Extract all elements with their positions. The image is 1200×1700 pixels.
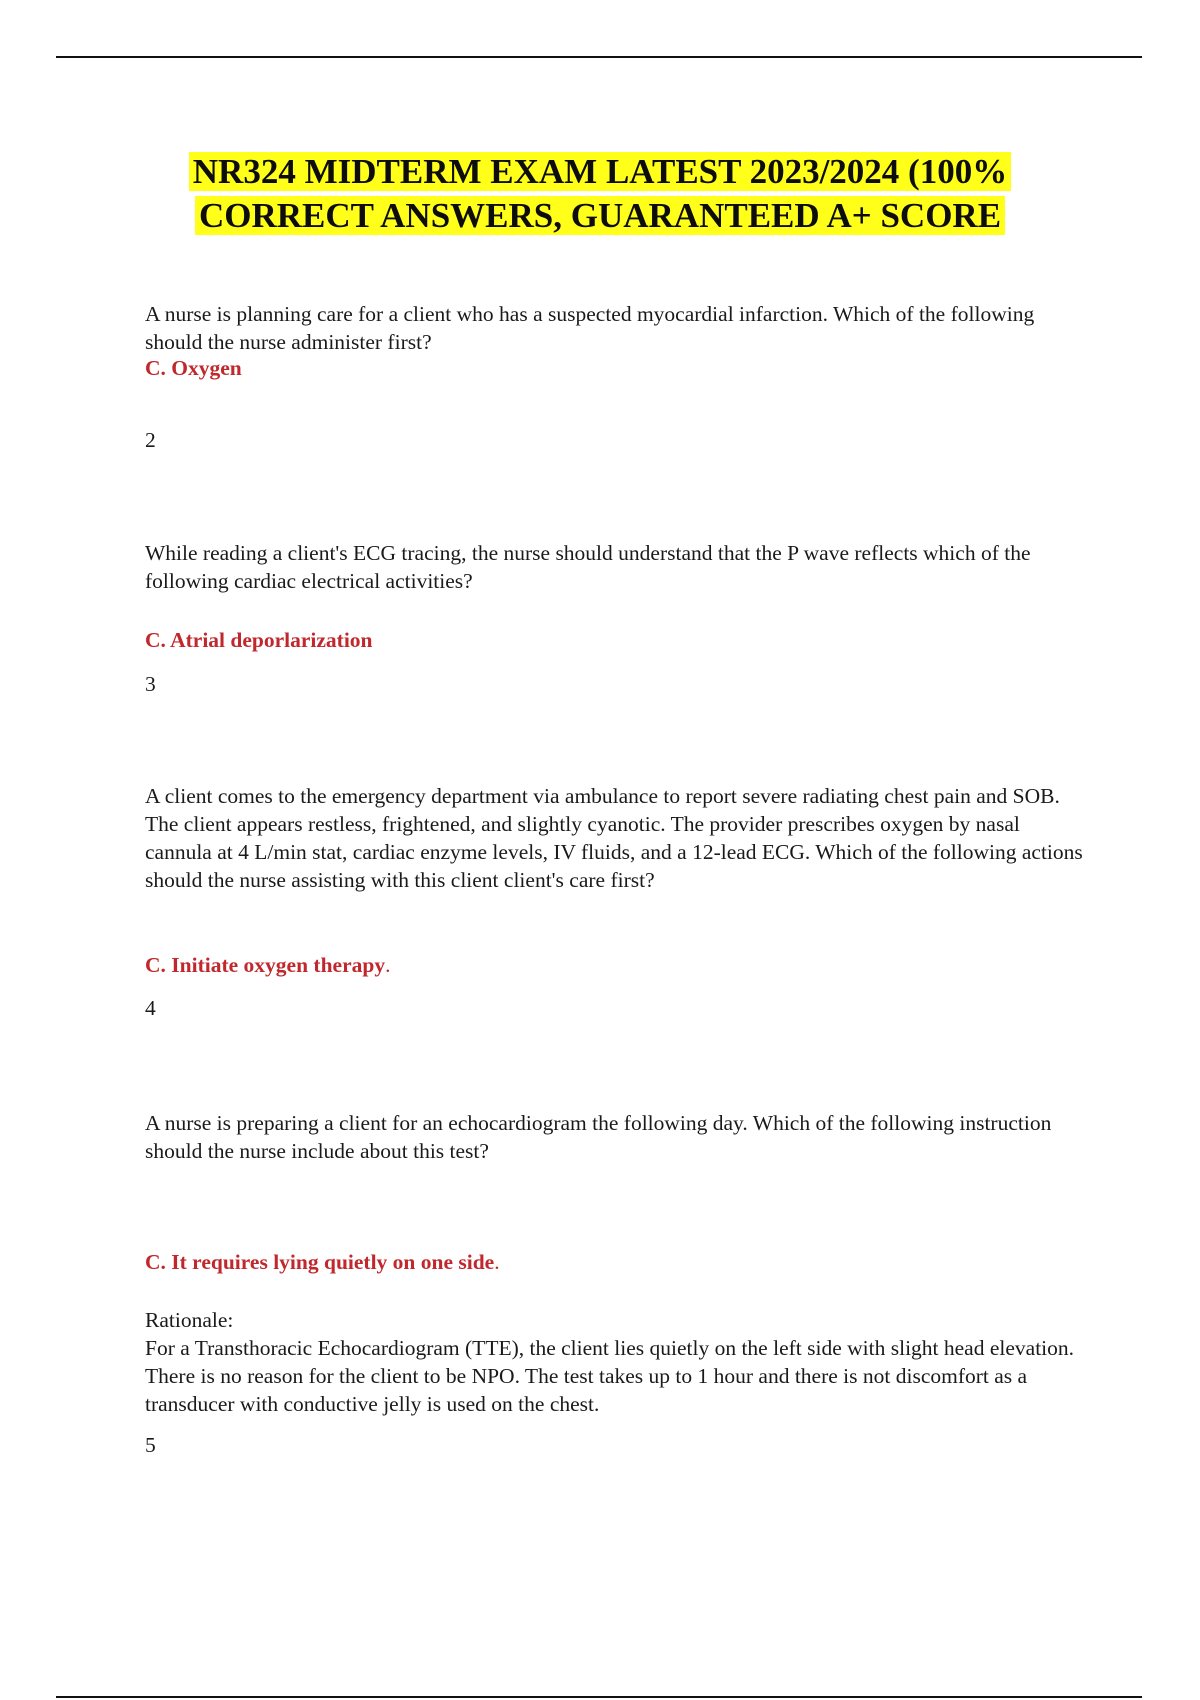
question-1-answer bbox=[145, 354, 242, 382]
question-3-answer bbox=[145, 951, 390, 979]
question-number-5: 5 bbox=[145, 1433, 156, 1457]
question-3-answer-suffix: . bbox=[385, 953, 391, 977]
title-line-1: NR324 MIDTERM EXAM LATEST 2023/2024 (100% bbox=[189, 152, 1011, 191]
question-1-answer-label: C. Oxygen bbox=[145, 356, 242, 380]
question-4-answer-label: C. It requires lying quietly on one side bbox=[145, 1250, 495, 1274]
page-title bbox=[0, 150, 1200, 238]
question-2-answer-label: C. Atrial deporlarization bbox=[145, 628, 373, 652]
bottom-rule bbox=[56, 1696, 1142, 1698]
question-4-text: A nurse is preparing a client for an echocardiogram the following day. Which of the following instruction should the nurse include about this test? bbox=[145, 1111, 1052, 1163]
question-number-2: 2 bbox=[145, 428, 156, 452]
question-4-rationale bbox=[145, 1306, 1085, 1418]
question-4-answer bbox=[145, 1248, 500, 1276]
rationale-text: For a Transthoracic Echocardiogram (TTE), the client lies quietly on the left side with slight head elevation. There is no reason for the client to be NPO. The test takes up to 1 hour and there is not discomfort as a transducer with conductive jelly is used on the chest. bbox=[145, 1336, 1075, 1416]
top-rule bbox=[56, 56, 1142, 58]
title-line-2: CORRECT ANSWERS, GUARANTEED A+ SCORE bbox=[195, 196, 1005, 235]
question-2-answer bbox=[145, 626, 373, 654]
question-3-text: A client comes to the emergency department via ambulance to report severe radiating chest pain and SOB. The client appears restless, frightened, and slightly cyanotic. The provider prescribes oxygen by nasal cannula at 4 L/min stat, cardiac enzyme levels, IV fluids, and a 12-lead ECG. Which of the following actions should the nurse assisting with this client client's care first? bbox=[145, 784, 1083, 892]
question-number-3: 3 bbox=[145, 672, 156, 696]
rationale-label: Rationale: bbox=[145, 1308, 234, 1332]
question-2-text: While reading a client's ECG tracing, the nurse should understand that the P wave reflects which of the following cardiac electrical activities? bbox=[145, 541, 1031, 593]
question-4-answer-suffix: . bbox=[494, 1250, 500, 1274]
question-1-text: A nurse is planning care for a client who has a suspected myocardial infarction. Which of the following should the nurse administer first? bbox=[145, 302, 1035, 354]
question-number-4: 4 bbox=[145, 996, 156, 1020]
question-3-answer-label: C. Initiate oxygen therapy bbox=[145, 953, 386, 977]
